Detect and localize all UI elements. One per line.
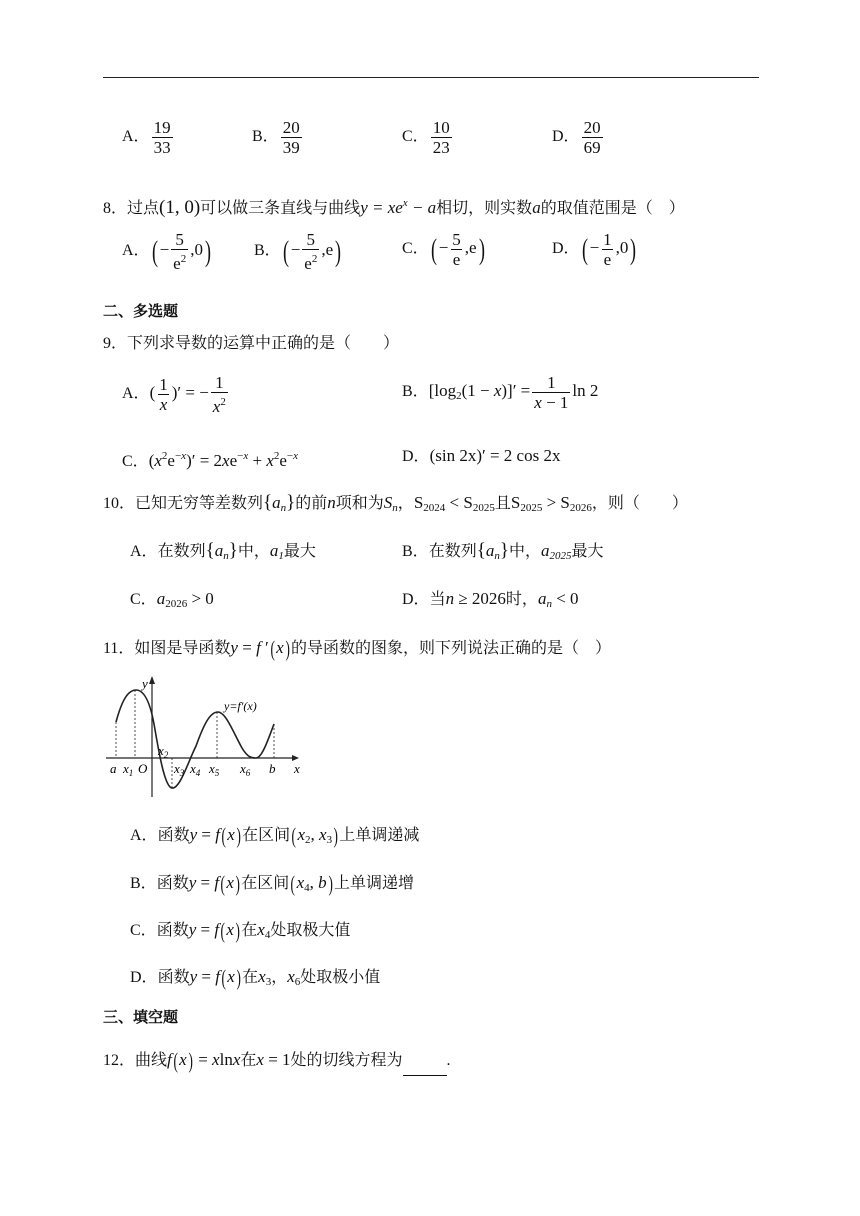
- q9-option-b: B．$[\log_2(1 - x)]'$ = $\frac{1}{x - 1}$ ln 2: [402, 373, 599, 412]
- q7-option-d: D． $\frac{20}{69}$: [552, 118, 601, 157]
- tick-b: b: [269, 761, 276, 776]
- q8-stem: 8．过点(1, 0)可以做三条直线与曲线$y = xe^x - a$相切，则实数a的取值范围是（ ）: [103, 197, 685, 218]
- q7-option-b: B． $\frac{20}{39}$: [252, 118, 300, 157]
- tick-origin: O: [138, 761, 148, 776]
- q12-answer-blank[interactable]: [403, 1061, 447, 1076]
- q12-stem: 12．曲线f(x) = xlnx在x = 1处的切线方程为 .: [103, 1046, 451, 1076]
- q9-stem: 9．下列求导数的运算中正确的是（ ）: [103, 335, 400, 352]
- q8-option-d: D．( − $\frac{1}{e}$ ,0): [552, 230, 637, 269]
- tick-x5: $x_5$: [209, 761, 220, 778]
- header-rule: [103, 77, 759, 78]
- q8-option-c: C．( − $\frac{5}{e}$ ,e): [402, 230, 485, 269]
- q8-option-a: A．( − $\frac{5}{e^2}$ ,0): [122, 230, 211, 273]
- derivative-graph-figure: [104, 672, 304, 802]
- tick-x2: $x_2$: [158, 743, 169, 760]
- q9-option-a: A．( $\frac{1}{x}$ )′ = − $\frac{1}{x^2}$: [122, 373, 226, 416]
- tick-x4: $x_4$: [190, 761, 201, 778]
- q7-option-c: C． $\frac{10}{23}$: [402, 118, 450, 157]
- tick-x3: $x_3$: [174, 761, 185, 778]
- q10-option-b: B．在数列$\{a_n\}$中，$a_{2025}$最大: [402, 540, 604, 562]
- q9-option-d: D．(sin 2x)′ = 2 cos 2x: [402, 446, 561, 465]
- q7-option-a: A． $\frac{19}{33}$: [122, 118, 171, 157]
- tick-a: a: [110, 761, 117, 776]
- q10-option-c: C．$a_{2026} > 0$: [130, 589, 214, 610]
- q8-option-b: B．( − $\frac{5}{e^2}$ ,e): [254, 230, 342, 273]
- tick-x6: $x_6$: [240, 761, 251, 778]
- y-axis-arrow: [149, 676, 155, 684]
- q11-option-d: D．函数y = f(x)在$x_3$，$x_6$处取极小值: [130, 965, 381, 990]
- q10-option-a: A．在数列$\{a_n\}$中，$a_1$最大: [130, 540, 316, 562]
- tick-x1: $x_1$: [123, 761, 134, 778]
- q9-option-c: C．$(x^2e^{-x})' = 2xe^{-x} + x^2e^{-x}$: [122, 450, 299, 470]
- q11-option-b: B．函数y = f(x)在区间($x_4$, b)上单调递增: [130, 871, 415, 896]
- q10-stem: 10．已知无穷等差数列$\{a_n\}$的前n项和为$S_n$，$S_{2024} < S_{2025}$且$S_{2025} > S_{2026}$，则（ ）: [103, 492, 688, 514]
- figure-curve-label: y=f′(x): [224, 699, 257, 713]
- figure-y-label: y: [142, 676, 148, 691]
- figure-x-label: x: [294, 761, 300, 776]
- q11-stem: 11．如图是导函数y = f ′(x)的导函数的图象，则下列说法正确的是（ ）: [103, 636, 611, 661]
- q10-option-d: D．当n ≥ 2026时，$a_n < 0$: [402, 589, 579, 610]
- section-title-multi-choice: 二、多选题: [103, 303, 179, 320]
- q11-option-a: A．函数y = f(x)在区间($x_2$, $x_3$)上单调递减: [130, 823, 420, 848]
- section-title-fill-blank: 三、填空题: [103, 1009, 179, 1026]
- q11-option-c: C．函数y = f(x)在$x_4$处取极大值: [130, 918, 351, 943]
